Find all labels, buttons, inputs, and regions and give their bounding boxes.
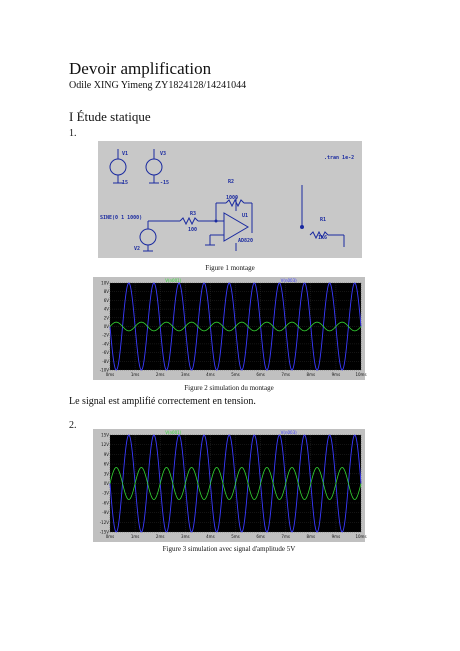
fig3-y-tick: -12V	[99, 519, 109, 525]
label-r2-value: 1000	[226, 195, 239, 201]
fig3-y-tick: 3V	[103, 471, 109, 477]
fig3-y-tick: -3V	[102, 490, 109, 496]
label-u1-model: AD820	[238, 238, 254, 244]
fig2-y-tick: 0V	[103, 324, 109, 329]
fig2-x-tick: 10ms	[355, 372, 367, 377]
label-u1: U1	[242, 213, 249, 219]
fig3-y-tick: -6V	[102, 500, 109, 506]
figure1-caption: Figure 1 montage	[205, 264, 255, 272]
fig3-x-tick: 2ms	[155, 534, 165, 539]
fig3-x-tick: 6ms	[256, 534, 265, 539]
fig2-x-tick: 2ms	[155, 372, 165, 377]
fig2-legend-output: V(n003)	[280, 278, 297, 283]
fig3-x-tick: 0ms	[105, 534, 115, 539]
fig3-y-tick: -15V	[99, 529, 109, 535]
label-v3-value: -15	[160, 180, 170, 186]
figure3-caption: Figure 3 simulation avec signal d'amplitude 5V	[162, 545, 296, 553]
label-directive: .tran 1e-2	[324, 155, 355, 161]
fig2-y-tick: -4V	[102, 341, 109, 347]
fig3-y-tick: 15V	[101, 432, 109, 438]
item-number-1: 1.	[69, 128, 77, 139]
document-title: Devoir amplification	[69, 59, 212, 78]
figure2-plot	[93, 277, 365, 380]
fig2-x-tick: 5ms	[231, 372, 240, 377]
label-v3: V3	[160, 151, 167, 157]
fig3-y-tick: 6V	[103, 461, 109, 467]
label-r3-value: 100	[188, 227, 198, 233]
fig3-y-tick: 12V	[101, 442, 109, 448]
fig3-x-tick: 9ms	[331, 534, 341, 539]
fig3-x-tick: 8ms	[306, 534, 316, 539]
fig2-y-tick: -8V	[102, 358, 109, 364]
fig3-x-tick: 10ms	[355, 534, 367, 539]
author-line: Odile XING Yimeng ZY1824128/14241044	[69, 80, 247, 91]
fig2-y-tick: 4V	[103, 306, 109, 312]
fig3-x-tick: 3ms	[181, 534, 190, 539]
fig2-y-tick: 10V	[101, 280, 109, 286]
fig3-y-tick: 0V	[103, 481, 109, 486]
fig2-y-tick: 6V	[103, 297, 109, 303]
circuit-schematic	[98, 141, 362, 258]
label-r2: R2	[228, 179, 235, 185]
fig3-x-tick: 7ms	[281, 534, 290, 539]
fig2-y-tick: 2V	[103, 315, 109, 321]
label-v1-value: 15	[122, 180, 129, 186]
fig2-x-tick: 4ms	[206, 372, 215, 377]
fig2-legend-input: V(n001)	[165, 278, 182, 283]
label-r1-value: 1K6	[318, 235, 328, 241]
fig2-x-tick: 7ms	[281, 372, 290, 377]
label-v2: V2	[134, 246, 141, 252]
fig2-y-tick: 8V	[103, 289, 109, 295]
fig3-x-tick: 5ms	[231, 534, 240, 539]
fig2-y-tick: -10V	[99, 367, 109, 373]
fig2-y-tick: -6V	[102, 350, 109, 356]
fig2-x-tick: 6ms	[256, 372, 265, 377]
fig2-x-tick: 0ms	[105, 372, 115, 377]
label-r1: R1	[320, 217, 327, 223]
fig3-legend-output: V(n003)	[280, 430, 297, 435]
figure2-caption: Figure 2 simulation du montage	[184, 384, 274, 392]
fig2-x-tick: 8ms	[306, 372, 316, 377]
fig3-legend-input: V(n001)	[165, 430, 182, 435]
fig3-x-tick: 4ms	[206, 534, 215, 539]
fig2-x-tick: 1ms	[130, 372, 140, 377]
fig3-x-tick: 1ms	[130, 534, 140, 539]
label-v1: V1	[122, 151, 129, 157]
fig3-y-tick: 9V	[103, 451, 109, 457]
conclusion-text: Le signal est amplifié correctement en tension.	[69, 396, 256, 407]
fig2-x-tick: 3ms	[181, 372, 190, 377]
label-source: SINE(0 1 1000)	[100, 215, 143, 221]
figure3-plot	[93, 429, 365, 542]
section-heading: I Étude statique	[69, 109, 151, 124]
fig2-x-tick: 9ms	[331, 372, 341, 377]
item-number-2: 2.	[69, 420, 77, 431]
fig2-y-tick: -2V	[102, 332, 109, 338]
label-r3: R3	[190, 211, 197, 217]
fig3-y-tick: -9V	[102, 510, 109, 516]
